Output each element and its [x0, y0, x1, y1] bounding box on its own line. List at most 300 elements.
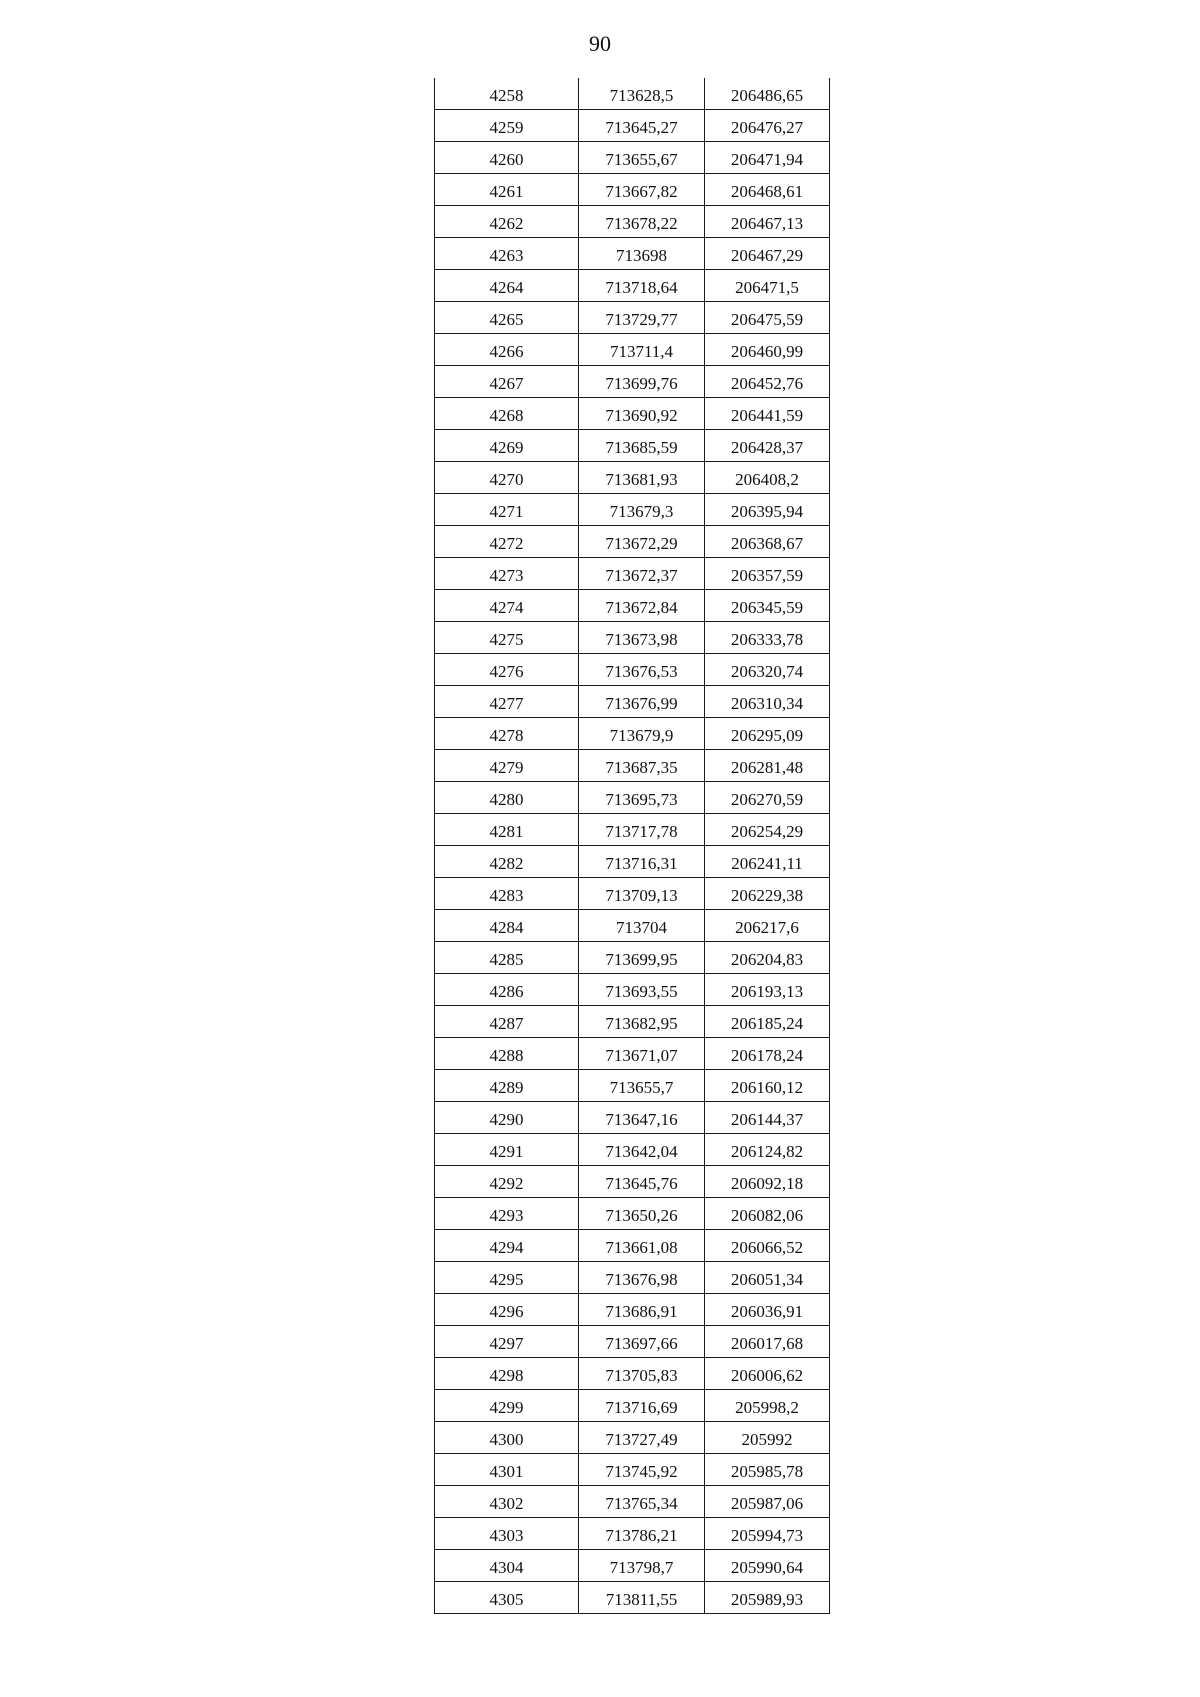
point-number-cell [435, 622, 579, 654]
y-coordinate-cell [705, 1582, 830, 1614]
y-coordinate-cell [705, 1006, 830, 1038]
point-number-cell-text: 4301 [489, 1462, 524, 1481]
point-number-cell-text: 4271 [489, 502, 524, 521]
y-coordinate-cell-text: 206254,29 [730, 822, 804, 841]
point-number-cell [435, 1550, 579, 1582]
y-coordinate-cell [705, 686, 830, 718]
x-coordinate-cell-text: 713704 [616, 918, 667, 937]
x-coordinate-cell [579, 686, 705, 718]
y-coordinate-cell-text: 206217,6 [735, 918, 799, 937]
y-coordinate-cell [705, 1390, 830, 1422]
y-coordinate-cell-text: 205990,64 [730, 1558, 804, 1577]
x-coordinate-cell-text: 713672,37 [605, 566, 678, 585]
y-coordinate-cell [705, 942, 830, 974]
table-row [435, 1006, 830, 1038]
y-coordinate-cell-text: 206051,34 [730, 1270, 804, 1289]
table-row [435, 814, 830, 846]
point-number-cell-text: 4266 [489, 342, 524, 361]
point-number-cell-text: 4286 [489, 982, 524, 1001]
point-number-cell [435, 846, 579, 878]
x-coordinate-cell-text: 713676,98 [605, 1270, 678, 1289]
x-coordinate-cell-text: 713672,84 [605, 598, 678, 617]
table-row [435, 526, 830, 558]
point-number-cell [435, 206, 579, 238]
x-coordinate-cell [579, 750, 705, 782]
point-number-cell [435, 942, 579, 974]
table-row [435, 718, 830, 750]
y-coordinate-cell-text: 206281,48 [730, 758, 804, 777]
point-number-cell [435, 1422, 579, 1454]
point-number-cell-text: 4294 [489, 1238, 524, 1257]
table-row [435, 1422, 830, 1454]
table-row [435, 430, 830, 462]
y-coordinate-cell-text: 206460,99 [730, 342, 804, 361]
point-number-cell-text: 4300 [489, 1430, 524, 1449]
table-row [435, 942, 830, 974]
x-coordinate-cell [579, 462, 705, 494]
x-coordinate-cell-text: 713765,34 [605, 1494, 678, 1513]
x-coordinate-cell-text: 713745,92 [605, 1462, 678, 1481]
x-coordinate-cell [579, 1582, 705, 1614]
y-coordinate-cell [705, 238, 830, 270]
y-coordinate-cell [705, 1230, 830, 1262]
y-coordinate-cell-text: 205998,2 [735, 1398, 799, 1417]
y-coordinate-cell-text: 206185,24 [730, 1014, 804, 1033]
x-coordinate-cell [579, 814, 705, 846]
point-number-cell-text: 4262 [489, 214, 524, 233]
point-number-cell [435, 590, 579, 622]
point-number-cell [435, 654, 579, 686]
x-coordinate-cell-text: 713709,13 [605, 886, 678, 905]
table-row [435, 174, 830, 206]
y-coordinate-cell-text: 206320,74 [730, 662, 804, 681]
x-coordinate-cell [579, 334, 705, 366]
y-coordinate-cell [705, 1102, 830, 1134]
point-number-cell-text: 4293 [489, 1206, 524, 1225]
y-coordinate-cell-text: 206452,76 [730, 374, 804, 393]
x-coordinate-cell [579, 654, 705, 686]
point-number-cell-text: 4292 [489, 1174, 524, 1193]
table-row [435, 1326, 830, 1358]
point-number-cell [435, 238, 579, 270]
y-coordinate-cell-text: 206092,18 [730, 1174, 804, 1193]
table-row [435, 1070, 830, 1102]
point-number-cell-text: 4274 [489, 598, 524, 617]
x-coordinate-cell [579, 526, 705, 558]
point-number-cell-text: 4270 [489, 470, 524, 489]
y-coordinate-cell [705, 1518, 830, 1550]
y-coordinate-cell [705, 462, 830, 494]
table-row [435, 1038, 830, 1070]
table-row [435, 1230, 830, 1262]
y-coordinate-cell-text: 205989,93 [730, 1590, 804, 1609]
x-coordinate-cell-text: 713679,9 [609, 726, 674, 745]
point-number-cell [435, 558, 579, 590]
y-coordinate-cell [705, 1550, 830, 1582]
table-row [435, 1198, 830, 1230]
y-coordinate-cell-text: 206345,59 [730, 598, 804, 617]
x-coordinate-cell-text: 713645,76 [605, 1174, 678, 1193]
point-number-cell-text: 4280 [489, 790, 524, 809]
point-number-cell [435, 430, 579, 462]
table-row [435, 1486, 830, 1518]
table-row [435, 1134, 830, 1166]
point-number-cell [435, 1454, 579, 1486]
point-number-cell-text: 4263 [489, 246, 524, 265]
point-number-cell-text: 4305 [489, 1590, 524, 1609]
y-coordinate-cell-text: 206082,06 [730, 1206, 804, 1225]
table-row [435, 1166, 830, 1198]
x-coordinate-cell [579, 1134, 705, 1166]
point-number-cell-text: 4278 [489, 726, 524, 745]
x-coordinate-cell-text: 713676,53 [605, 662, 678, 681]
point-number-cell-text: 4289 [489, 1078, 524, 1097]
point-number-cell-text: 4283 [489, 886, 524, 905]
x-coordinate-cell-text: 713661,08 [605, 1238, 678, 1257]
table-row [435, 654, 830, 686]
point-number-cell [435, 814, 579, 846]
y-coordinate-cell-text: 206475,59 [730, 310, 804, 329]
y-coordinate-cell-text: 205985,78 [730, 1462, 804, 1481]
point-number-cell-text: 4259 [489, 118, 524, 137]
x-coordinate-cell [579, 1230, 705, 1262]
point-number-cell [435, 1486, 579, 1518]
y-coordinate-cell [705, 1166, 830, 1198]
y-coordinate-cell [705, 654, 830, 686]
point-number-cell-text: 4298 [489, 1366, 524, 1385]
x-coordinate-cell [579, 174, 705, 206]
y-coordinate-cell [705, 430, 830, 462]
y-coordinate-cell [705, 1038, 830, 1070]
point-number-cell-text: 4272 [489, 534, 524, 553]
x-coordinate-cell-text: 713628,5 [609, 86, 674, 105]
y-coordinate-cell [705, 622, 830, 654]
y-coordinate-cell [705, 846, 830, 878]
x-coordinate-cell [579, 942, 705, 974]
x-coordinate-cell [579, 974, 705, 1006]
page-number: 90 [589, 31, 611, 56]
x-coordinate-cell [579, 1390, 705, 1422]
y-coordinate-cell [705, 1070, 830, 1102]
table-row [435, 910, 830, 942]
y-coordinate-cell-text: 206467,29 [730, 246, 804, 265]
y-coordinate-cell [705, 270, 830, 302]
x-coordinate-cell [579, 1198, 705, 1230]
x-coordinate-cell [579, 366, 705, 398]
point-number-cell-text: 4275 [489, 630, 524, 649]
point-number-cell-text: 4287 [489, 1014, 524, 1033]
y-coordinate-cell [705, 1486, 830, 1518]
y-coordinate-cell-text: 206006,62 [730, 1366, 804, 1385]
x-coordinate-cell [579, 430, 705, 462]
coordinates-table-body [435, 78, 830, 1614]
table-row [435, 334, 830, 366]
x-coordinate-cell [579, 1262, 705, 1294]
x-coordinate-cell-text: 713655,7 [609, 1078, 674, 1097]
point-number-cell [435, 462, 579, 494]
x-coordinate-cell-text: 713718,64 [605, 278, 678, 297]
point-number-cell [435, 494, 579, 526]
x-coordinate-cell-text: 713711,4 [609, 342, 674, 361]
point-number-cell [435, 782, 579, 814]
y-coordinate-cell [705, 526, 830, 558]
table-row [435, 398, 830, 430]
point-number-cell [435, 686, 579, 718]
point-number-cell [435, 1582, 579, 1614]
point-number-cell-text: 4281 [489, 822, 524, 841]
table-row [435, 366, 830, 398]
y-coordinate-cell [705, 878, 830, 910]
point-number-cell [435, 1134, 579, 1166]
x-coordinate-cell [579, 270, 705, 302]
x-coordinate-cell [579, 1358, 705, 1390]
x-coordinate-cell [579, 1550, 705, 1582]
x-coordinate-cell-text: 713673,98 [605, 630, 678, 649]
point-number-cell [435, 1390, 579, 1422]
x-coordinate-cell-text: 713682,95 [605, 1014, 678, 1033]
y-coordinate-cell-text: 206476,27 [730, 118, 804, 137]
x-coordinate-cell [579, 302, 705, 334]
x-coordinate-cell-text: 713717,78 [605, 822, 678, 841]
point-number-cell-text: 4277 [489, 694, 524, 713]
point-number-cell-text: 4264 [489, 278, 524, 297]
point-number-cell [435, 1326, 579, 1358]
x-coordinate-cell [579, 238, 705, 270]
x-coordinate-cell-text: 713811,55 [605, 1590, 678, 1609]
table-row [435, 302, 830, 334]
x-coordinate-cell [579, 558, 705, 590]
y-coordinate-cell-text: 206357,59 [730, 566, 804, 585]
y-coordinate-cell [705, 590, 830, 622]
point-number-cell [435, 1070, 579, 1102]
table-row [435, 558, 830, 590]
x-coordinate-cell-text: 713672,29 [605, 534, 678, 553]
x-coordinate-cell-text: 713699,76 [605, 374, 678, 393]
y-coordinate-cell [705, 910, 830, 942]
x-coordinate-cell [579, 846, 705, 878]
y-coordinate-cell-text: 206295,09 [730, 726, 804, 745]
point-number-cell-text: 4273 [489, 566, 524, 585]
y-coordinate-cell-text: 205987,06 [730, 1494, 804, 1513]
y-coordinate-cell-text: 206066,52 [730, 1238, 804, 1257]
table-row [435, 878, 830, 910]
point-number-cell [435, 1358, 579, 1390]
point-number-cell [435, 1102, 579, 1134]
x-coordinate-cell [579, 110, 705, 142]
y-coordinate-cell [705, 334, 830, 366]
y-coordinate-cell [705, 78, 830, 110]
point-number-cell-text: 4260 [489, 150, 524, 169]
y-coordinate-cell-text: 206036,91 [730, 1302, 804, 1321]
x-coordinate-cell [579, 1070, 705, 1102]
point-number-cell [435, 1006, 579, 1038]
y-coordinate-cell [705, 1198, 830, 1230]
x-coordinate-cell [579, 1454, 705, 1486]
y-coordinate-cell-text: 206178,24 [730, 1046, 804, 1065]
point-number-cell-text: 4285 [489, 950, 524, 969]
x-coordinate-cell-text: 713695,73 [605, 790, 678, 809]
point-number-cell [435, 1230, 579, 1262]
point-number-cell [435, 270, 579, 302]
y-coordinate-cell [705, 142, 830, 174]
x-coordinate-cell [579, 398, 705, 430]
x-coordinate-cell [579, 1006, 705, 1038]
table-row [435, 1390, 830, 1422]
x-coordinate-cell-text: 713798,7 [609, 1558, 674, 1577]
table-row [435, 462, 830, 494]
table-row [435, 974, 830, 1006]
y-coordinate-cell-text: 206368,67 [730, 534, 804, 553]
x-coordinate-cell [579, 78, 705, 110]
table-row [435, 686, 830, 718]
y-coordinate-cell [705, 1294, 830, 1326]
x-coordinate-cell-text: 713729,77 [605, 310, 678, 329]
coordinates-table [434, 78, 830, 1614]
x-coordinate-cell-text: 713786,21 [605, 1526, 678, 1545]
y-coordinate-cell-text: 206204,83 [730, 950, 804, 969]
point-number-cell [435, 910, 579, 942]
y-coordinate-cell [705, 1262, 830, 1294]
y-coordinate-cell [705, 1422, 830, 1454]
y-coordinate-cell-text: 206467,13 [730, 214, 804, 233]
y-coordinate-cell [705, 302, 830, 334]
x-coordinate-cell-text: 713647,16 [605, 1110, 678, 1129]
y-coordinate-cell [705, 206, 830, 238]
x-coordinate-cell-text: 713690,92 [605, 406, 678, 425]
x-coordinate-cell-text: 713678,22 [605, 214, 678, 233]
x-coordinate-cell-text: 713686,91 [605, 1302, 678, 1321]
x-coordinate-cell-text: 713705,83 [605, 1366, 678, 1385]
x-coordinate-cell-text: 713671,07 [605, 1046, 678, 1065]
point-number-cell-text: 4296 [489, 1302, 524, 1321]
y-coordinate-cell [705, 558, 830, 590]
x-coordinate-cell-text: 713650,26 [605, 1206, 678, 1225]
point-number-cell [435, 974, 579, 1006]
table-row [435, 494, 830, 526]
y-coordinate-cell-text: 206160,12 [730, 1078, 804, 1097]
point-number-cell [435, 526, 579, 558]
y-coordinate-cell-text: 206310,34 [730, 694, 804, 713]
table-row [435, 206, 830, 238]
point-number-cell-text: 4267 [489, 374, 524, 393]
point-number-cell-text: 4279 [489, 758, 524, 777]
x-coordinate-cell [579, 1166, 705, 1198]
point-number-cell [435, 750, 579, 782]
point-number-cell [435, 78, 579, 110]
table-row [435, 1294, 830, 1326]
table-row [435, 1454, 830, 1486]
point-number-cell-text: 4295 [489, 1270, 524, 1289]
point-number-cell [435, 878, 579, 910]
point-number-cell-text: 4303 [489, 1526, 524, 1545]
point-number-cell [435, 110, 579, 142]
point-number-cell [435, 366, 579, 398]
y-coordinate-cell [705, 974, 830, 1006]
x-coordinate-cell-text: 713685,59 [605, 438, 678, 457]
x-coordinate-cell-text: 713698 [616, 246, 667, 265]
point-number-cell-text: 4269 [489, 438, 524, 457]
point-number-cell-text: 4261 [489, 182, 524, 201]
x-coordinate-cell [579, 1422, 705, 1454]
y-coordinate-cell-text: 206241,11 [731, 854, 803, 873]
y-coordinate-cell [705, 1134, 830, 1166]
point-number-cell-text: 4282 [489, 854, 524, 873]
y-coordinate-cell-text: 206270,59 [730, 790, 804, 809]
x-coordinate-cell-text: 713667,82 [605, 182, 678, 201]
x-coordinate-cell [579, 206, 705, 238]
x-coordinate-cell-text: 713727,49 [605, 1430, 678, 1449]
x-coordinate-cell [579, 1486, 705, 1518]
y-coordinate-cell [705, 174, 830, 206]
point-number-cell [435, 1198, 579, 1230]
point-number-cell-text: 4265 [489, 310, 524, 329]
y-coordinate-cell [705, 1454, 830, 1486]
x-coordinate-cell [579, 718, 705, 750]
y-coordinate-cell-text: 206124,82 [730, 1142, 804, 1161]
y-coordinate-cell [705, 398, 830, 430]
x-coordinate-cell [579, 878, 705, 910]
y-coordinate-cell-text: 206395,94 [730, 502, 804, 521]
y-coordinate-cell-text: 206408,2 [735, 470, 799, 489]
table-row [435, 782, 830, 814]
y-coordinate-cell [705, 366, 830, 398]
table-row [435, 270, 830, 302]
x-coordinate-cell-text: 713681,93 [605, 470, 678, 489]
point-number-cell-text: 4284 [489, 918, 524, 937]
table-row [435, 750, 830, 782]
y-coordinate-cell-text: 205994,73 [730, 1526, 804, 1545]
y-coordinate-cell-text: 206471,5 [735, 278, 799, 297]
x-coordinate-cell [579, 910, 705, 942]
y-coordinate-cell [705, 110, 830, 142]
y-coordinate-cell [705, 494, 830, 526]
point-number-cell [435, 718, 579, 750]
table-row [435, 1550, 830, 1582]
point-number-cell [435, 142, 579, 174]
table-row [435, 1102, 830, 1134]
table-row [435, 238, 830, 270]
x-coordinate-cell [579, 1038, 705, 1070]
point-number-cell-text: 4302 [489, 1494, 524, 1513]
point-number-cell [435, 1166, 579, 1198]
x-coordinate-cell-text: 713645,27 [605, 118, 678, 137]
table-row [435, 110, 830, 142]
table-row [435, 1518, 830, 1550]
point-number-cell-text: 4291 [489, 1142, 524, 1161]
x-coordinate-cell-text: 713693,55 [605, 982, 678, 1001]
x-coordinate-cell [579, 590, 705, 622]
y-coordinate-cell [705, 1358, 830, 1390]
point-number-cell-text: 4276 [489, 662, 524, 681]
table-row [435, 78, 830, 110]
x-coordinate-cell [579, 622, 705, 654]
y-coordinate-cell [705, 814, 830, 846]
x-coordinate-cell-text: 713642,04 [605, 1142, 678, 1161]
point-number-cell-text: 4258 [489, 86, 524, 105]
x-coordinate-cell [579, 782, 705, 814]
x-coordinate-cell [579, 1326, 705, 1358]
table-row [435, 622, 830, 654]
y-coordinate-cell-text: 206468,61 [730, 182, 804, 201]
y-coordinate-cell-text: 206471,94 [730, 150, 804, 169]
point-number-cell [435, 1294, 579, 1326]
table-row [435, 590, 830, 622]
x-coordinate-cell-text: 713697,66 [605, 1334, 678, 1353]
point-number-cell [435, 1262, 579, 1294]
point-number-cell-text: 4297 [489, 1334, 524, 1353]
y-coordinate-cell [705, 782, 830, 814]
x-coordinate-cell-text: 713716,31 [605, 854, 678, 873]
